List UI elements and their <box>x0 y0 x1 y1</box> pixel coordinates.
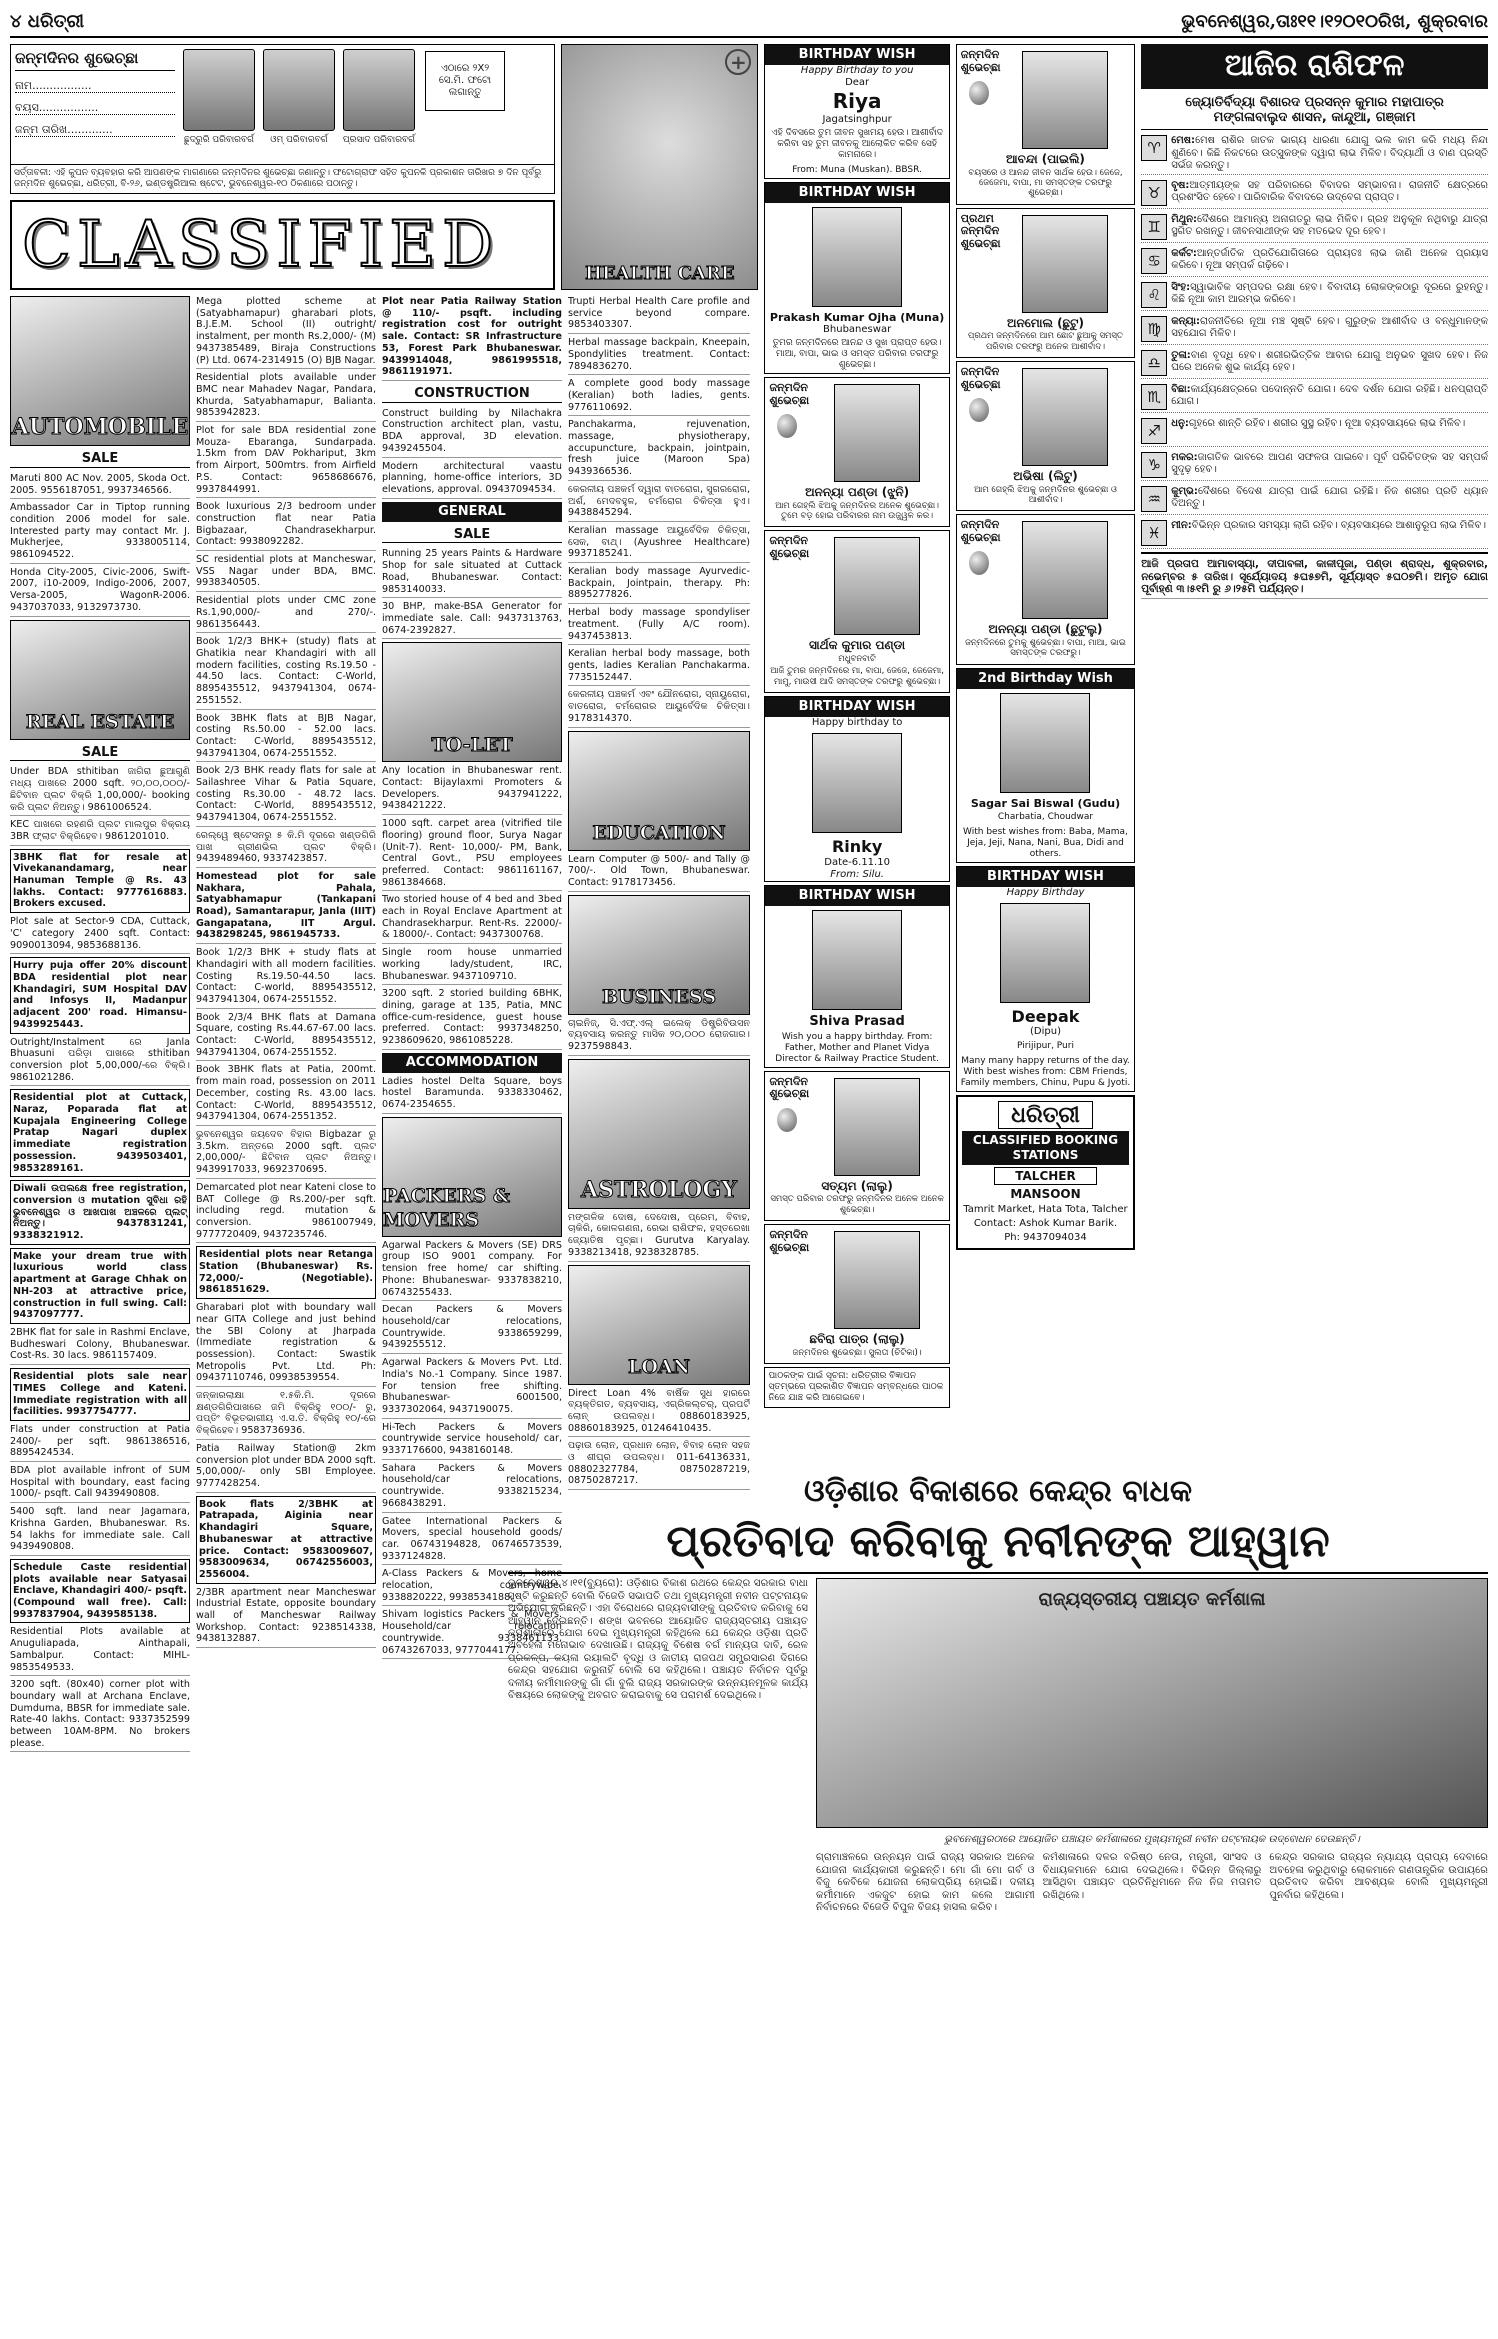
rashi-simha <box>1141 280 1488 311</box>
classified-title: CLASSIFIED <box>10 200 555 290</box>
classified-ad: Honda City-2005, Civic-2006, Swift-2007, i10-2009, Indigo-2006, 2007, Versa-2005, WagonR-2006. 9437037033, 9132973730. <box>10 567 190 617</box>
rashi-text: ଆନ୍ତର୍ଜାତିକ ପ୍ରତିଯୋଗିତାରେ ପ୍ରାୟତଃ ଲାଭ ଜାଣି ଅନେକ ପ୍ରୟାସ କରିବେ। ନୂଆ ସମ୍ପର୍କ ଗଢ଼ିବେ। <box>1171 247 1488 272</box>
classified-ad: 3200 sqft. 2 storied building 6BHK, dining, garage at 135, Patia, MNC office-cum-residence, guest house preferred. Contact: 9937348250, 9238609620, 9861085228. <box>382 988 562 1050</box>
boxed-ad: Book flats 2/3BHK at Patrapada, Aiginia near Khandagiri Square, Bhubaneswar at attractive price. Contact: 9583009607, 9583009634, 06742556003, 2556004. <box>196 1496 376 1584</box>
classified-ad: A complete good body massage (Keralian) both ladies, gents. 9776110692. <box>568 378 750 416</box>
scorpio-icon: ♏ <box>1141 384 1167 410</box>
astrologer-address: ମଙ୍ଗଳାବାଲୁଦ ଶାସନ, କାନ୍ଦୁଆ, ଗଞ୍ଜାମ <box>1213 110 1416 126</box>
classified-ad: ରେଲ୍‌ୱେ ଷ୍ଟେସନରୁ ୫ କି.ମି ଦୂରରେ ଖଣ୍ଡଗିରି ପାଖ ଗ୍ରୀଣଭିଲ ପ୍ଲଟ ବିକ୍ରି। 9439489460, 9337423857. <box>196 830 376 868</box>
birthday-wish-satyam <box>764 1071 949 1221</box>
wish-tag: ଜନ୍ମଦିନ ଶୁଭେଚ୍ଛା <box>769 534 810 561</box>
classified-ad: Residential Plots available at Anuguliapada, Ainthapali, Sambalpur. Contact: MIHL- 9853549533. <box>10 1626 190 1676</box>
classified-ad: ଜନ୍‌କାରଲାକ୍ଷା ୧.୫କି.ମି. ଦୂରରେ କ୍ଷଣ୍ଡଗିରିପାଖରେ ଜମି ବିକ୍ରିହୁ ୧୦୦/- ରୁ, ପପ୍ତିଂ ବିଭୂତଭାଗୀୟ ଏ.ସ.ତି. ବିକ୍ରିହୁ ୧୦/-ରେ ବିକ୍ରିହେବ। 9583736936. <box>196 1390 376 1440</box>
wish-from: From: Muna (Muskan). BBSR. <box>792 164 922 175</box>
classified-ad: 2/3BR apartment near Mancheswar Industrial Estate, opposite boundary wall of Mancheswar Railway Workshop. Contact: 9238514338, 9438132887. <box>196 1587 376 1649</box>
reader-notice: ପାଠକଙ୍କ ପାଇଁ ସୂଚନା: ଧରିତ୍ରୀର ବିଜ୍ଞାପନ ସ୍ତମ୍ଭରେ ପ୍ରକାଶିତ ବିଜ୍ଞାପନ ସମ୍ବନ୍ଧରେ ପାଠକ ନିଜେ ଯାଞ୍ଚ କରି ଆଗେଇବେ। <box>764 1367 949 1408</box>
wish-name: ଅଭିଷା (ଲିଟୁ) <box>1013 469 1078 484</box>
wish-text: ଜନ୍ମଦିନରେ ତୁମକୁ ଶୁଭେଚ୍ଛା। ବାପା, ମାଆ, ଭାଇ ସମସ୍ତଙ୍କ ତରଫରୁ। <box>965 638 1126 659</box>
wish-name: Rinky <box>831 837 883 857</box>
rashi-text: ବିଭିନ୍ନ ପ୍ରକାର ସମସ୍ୟା ଲାଗି ରହିବ। ବ୍ୟବସାୟରେ ଆଶାନୁରୂପ ଲାଭ ମିଳିବ। <box>1191 519 1486 531</box>
wish-text: ଆମ ଗେହ୍ଲି ଝିଅକୁ ଜନ୍ମଦିନର ଅନେକ ଶୁଭେଚ୍ଛା। ତୁମେ ବଡ଼ ହୋଇ ପରିବାରର ନାମ ଉଜ୍ଜ୍ୱଳ କର। <box>775 500 940 522</box>
classified-ad: କେରଳୀୟ ପଞ୍ଚକର୍ମ ଦ୍ୱାରା ବାତରୋଗ, ସୁଗରରୋଗ, ଅର୍ଶ, ମେଦବହୁଳ, ଚର୍ମରୋଗ ଚିକିତ୍ସା ହୁଏ। 9438845294. <box>568 484 750 522</box>
classified-ad: Modern architectural vaastu planning, home-office interiors, 3D elevations, approval. 09437094534. <box>382 461 562 499</box>
aquarius-icon: ♒ <box>1141 486 1167 512</box>
rashi-name: ଧନୁ: <box>1171 417 1189 429</box>
rashi-text: ଜାଗତିକ ଭାବରେ ଆପଣ ସଫଳତା ପାଇବେ। ପୂର୍ବ ପରିଚିତଙ୍କ ସହ ସମ୍ପର୍କ ସୁଦୃଢ଼ ହେବ। <box>1171 451 1488 476</box>
birthday-wish-ananya <box>764 377 949 527</box>
booking-station-box <box>956 1095 1135 1251</box>
classified-ad: Book 1/2/3 BHK + study flats at Khandagiri with all modern facilities. Costing Rs.19.50-44.50 lacs. Contact: C-world, 8895435512, 9437941304, 0674-2551552. <box>196 947 376 1009</box>
rashi-name: ମିଥୁନ: <box>1171 213 1198 225</box>
child-photo <box>343 49 415 131</box>
classified-ad: SC residential plots at Mancheswar, VSS Nagar under BDA, BMC. 9938340505. <box>196 554 376 592</box>
wish-name: ଅନନ୍ୟା ପଣ୍ଡା (ଛୁଟୁଲୁ) <box>988 622 1103 637</box>
taurus-icon: ♉ <box>1141 180 1167 206</box>
boxed-ad: Schedule Caste residential plots available near Satyasai Enclave, Khandagiri 400/- psqft. (Compound wall free). Call: 9937837904, 9439585138. <box>10 1559 190 1624</box>
balloon-icon <box>969 81 989 105</box>
classified-ad: Under BDA sthitiban ଜାଗିରା ଛୁଆଗୁଣି ମଧ୍ୟ ପାଖରେ 2000 sqft. ୨୦,୦୦,୦୦୦/- ଛିଟିବାନ ପ୍ଲଟ ବିକ୍ରି 1,00,000/- booking କରି ପ୍ଲଟ ନିଅନ୍ତୁ। 9861006524. <box>10 766 190 816</box>
birthday-wish-deepak <box>956 866 1135 1092</box>
birthday-coupon <box>10 44 555 194</box>
classified-ad: Shivam logistics Packers & Movers. Household/car relocation countrywide. 9338461133, 06743267033, 9777044177. <box>382 1609 562 1659</box>
news-column-1: ଭୁବନେଶ୍ୱର,୪।୧୧(ବ୍ୟୁରୋ): ଓଡ଼ିଶାର ବିକାଶ ରଥରେ କେନ୍ଦ୍ର ସରକାର ବାଧା ସୃଷ୍ଟି କରୁଛନ୍ତି ବୋଲି ବିଜେଡି ସଭାପତି ତଥା ମୁଖ୍ୟମନ୍ତ୍ରୀ ନବୀନ ପଟ୍ଟନାୟକ ଅଭିଯୋଗ କରିଛନ୍ତି। ଏହା ବିରୋଧରେ ରାଜ୍ୟବାସୀଙ୍କୁ ପ୍ରତିବାଦ କରିବାକୁ ସେ ଆହ୍ୱାନ ଦେଇଛନ୍ତି। ଶଙ୍ଖ ଭବନରେ ଆୟୋଜିତ ରାଜ୍ୟସ୍ତରୀୟ ପଞ୍ଚାୟତ କର୍ମଶାଳାରେ ଯୋଗ ଦେଇ ମୁଖ୍ୟମନ୍ତ୍ରୀ କହିଥିଲେ ଯେ କେନ୍ଦ୍ର ଓଡ଼ିଶା ପ୍ରତି ଅବହେଳା ମନୋଭାବ ଦେଖାଉଛି। ରାଜ୍ୟକୁ ବିଶେଷ ବର୍ଗ ମାନ୍ୟତା ଦାବି, ରେଳ ପ୍ରକଳ୍ପ, କୟଳା ରୟାଲଟି ବୃଦ୍ଧି ଓ ଜାତୀୟ ରାଜପଥ ସମ୍ପ୍ରସାରଣ ଦିଗରେ କେନ୍ଦ୍ର ସହଯୋଗ କରୁନାହିଁ ବୋଲି ସେ କହିଥିଲେ। ପଞ୍ଚାୟତ ନିର୍ବାଚନ ପୂର୍ବରୁ ଦଳୀୟ କର୍ମୀମାନଙ୍କୁ ଗାଁ ଗାଁ ବୁଲି ରାଜ୍ୟ ସରକାରଙ୍କ ଉନ୍ନୟନମୂଳକ କାର୍ଯ୍ୟ ବିଷୟରେ ଲୋକଙ୍କୁ ଅବଗତ କରାଇବାକୁ ସେ ପରାମର୍ଶ ଦେଇଥିଲେ। <box>508 1578 808 1702</box>
coupon-fields <box>11 45 179 164</box>
classified-ad: Agarwal Packers & Movers Pvt. Ltd. India's No.-1 Company. Since 1987. For tension free shifting. Bhubaneswar- 6001500, 9337302064, 9437190075. <box>382 1357 562 1419</box>
wish-heading: BIRTHDAY WISH <box>765 45 948 65</box>
coupon-title: ଜନ୍ମଦିନର ଶୁଭେଚ୍ଛା <box>15 49 175 71</box>
rashi-text: ଆତ୍ମୀୟଙ୍କ ସହ ପରିବାରରେ ବିବାଦର ସମ୍ଭାବନା। ରାଜନୀତି କ୍ଷେତ୍ରରେ ପ୍ରଶଂସିତ ହେବେ। ପାରିବାରିକ ବିବାଦରେ ଉଦ୍‌ବେଗ ପ୍ରାପ୍ତ। <box>1171 179 1488 204</box>
panjika: ଆଜି ପ୍ରତାପ ଆମାବାସ୍ୟା, ଦୀପାବଳୀ, କାଳୀପୂଜା, ପଣ୍ଡା ଶ୍ରାଦ୍ଧ, ଶୁକ୍ରବାର, ନଭେମ୍ବର ୫ ତାରିଖ। ସୂର୍ଯ୍ୟୋଦୟ ୫ଘ୫୭ମି, ସୂର୍ଯ୍ୟାସ୍ତ ୫ଘ୦୭ମି। ଅମୃତ ଯୋଗ ପୂର୍ବାହ୍ଣ ୩।୫୧ମି ରୁ ୬।୨୫ମି ପର୍ଯ୍ୟନ୍ତ। <box>1141 552 1488 599</box>
wish-name: Sagar Sai Biswal (Gudu) <box>970 796 1121 810</box>
heading-sale: SALE <box>10 745 190 762</box>
wish-photo <box>834 384 920 482</box>
classified-ad: Keralian body massage Ayurvedic-Backpain, Jointpain, therapy. Ph: 8895277826. <box>568 566 750 604</box>
wish-dear: Dear <box>845 77 870 89</box>
classified-ad: Agarwal Packers & Movers (SE) DRS group ISO 9001 company. For tension free home/ car shifting. Phone: Bhubaneswar- 9337838210, 06743255433. <box>382 1240 562 1302</box>
balloon-icon <box>969 551 989 575</box>
rashi-mithuna <box>1141 212 1488 243</box>
classified-ad: ଚାଇନିଜ୍‌, ସି.ଏଫ୍‌.ଏଲ୍‌ ଇଲେକ୍‌ ଡିଷ୍ଟ୍ରିବିଉସନ ବ୍ୟବସାୟ କରନ୍ତୁ ମାସିକ ୨୦,୦୦୦ ରୋଜଗାର। 9237598843. <box>568 1018 750 1056</box>
astrology-image: ASTROLOGY <box>568 1059 750 1209</box>
rashi-name: ସିଂହ: <box>1171 281 1191 293</box>
wish-heading: 2nd Birthday Wish <box>957 669 1134 689</box>
classified-ad: Any location in Bhubaneswar rent. Contact: Bijaylaxmi Promoters & Developers. 9437941222, 9438421222. <box>382 765 562 815</box>
booking-phone: Ph: 9437094034 <box>1004 1232 1087 1244</box>
classified-ad: Flats under construction at Patia 2400/- per sqft. 9861386516, 8895424534. <box>10 1424 190 1462</box>
classified-ad: Hi-Tech Packers & Movers countrywide service household/ car, 9337176600, 9438160148. <box>382 1422 562 1460</box>
rashi-text: ଦୈଶରେ ବିଦେଶ ଯାତ୍ରା ପାଇଁ ଯୋଗ ରହିଛି। ନିଜ ଶରୀର ପ୍ରତି ଧ୍ୟାନ ଦିଅନ୍ତୁ। <box>1171 485 1488 510</box>
wish-name: Prakash Kumar Ojha (Muna) <box>769 310 945 324</box>
wish-name: ଅନନ୍ୟା ପଣ୍ଡା (ଝୁନି) <box>805 485 910 500</box>
coupon-field-age[interactable]: ବୟସ................. <box>15 101 175 115</box>
category-label: HEALTH CARE <box>585 263 735 285</box>
coupon-photo-3 <box>339 45 419 164</box>
news-article <box>508 1474 1488 2323</box>
wish-name: ସତ୍ୟମ (ଲାଲୁ) <box>821 1178 893 1193</box>
heading-sale: SALE <box>382 527 562 544</box>
wish-name: ଛବିରା ପାତ୍ର (ଲାଲୁ) <box>809 1332 905 1346</box>
cancer-icon: ♋ <box>1141 248 1167 274</box>
classified-ad: Homestead plot for sale Nakhara, Pahala, Satyabhamapur (Tankapani Road), Samantarapur, Janla (IIIT) Gangapatana, IIT Argul. 9438298245, 9861945733. <box>196 871 376 944</box>
coupon-photo-2 <box>259 45 339 164</box>
classified-ad: 2BHK flat for sale in Rashmi Enclave, Budheswari Colony, Bhubaneswar. Cost-Rs. 30 lacs. 9861157409. <box>10 1327 190 1365</box>
aries-icon: ♈ <box>1141 135 1167 161</box>
balloon-icon <box>777 1108 797 1132</box>
classified-ad: BDA plot available infront of SUM Hospital with boundary, east facing 1000/- psqft. Call 9439490808. <box>10 1465 190 1503</box>
wish-text: Many many happy returns of the day. With best wishes from: CBM Friends, Family members, Chinu, Pupu & Jyoti. <box>960 1055 1131 1088</box>
rashi-dhanu <box>1141 416 1488 447</box>
rashi-mesha <box>1141 133 1488 175</box>
wish-sub: Happy birthday to <box>811 716 903 728</box>
classified-ad: Running 25 years Paints & Hardware Shop for sale situated at Cuttack Road, Bhubaneswar. Contact: 9853140033. <box>382 548 562 598</box>
rashi-name: ବୃଷ: <box>1171 179 1190 191</box>
rashi-makara <box>1141 450 1488 481</box>
boxed-ad: Residential plots near Retanga Station (Bhubaneswar) Rs. 72,000/- (Negotiable). 9861851629. <box>196 1246 376 1299</box>
wish-text: ଆମ ଗେହ୍ଲି ଝିଅକୁ ଜନ୍ମଦିନର ଶୁଭେଚ୍ଛା ଓ ଆଶୀର୍ବାଦ। <box>974 484 1117 506</box>
news-column-3: କର୍ମଶାଳାରେ ଦଳର ବରିଷ୍ଠ ନେତା, ମନ୍ତ୍ରୀ, ସାଂସଦ ଓ ବିଧାୟକମାନେ ଯୋଗ ଦେଇଥିଲେ। ବିଭିନ୍ନ ଜିଲ୍ଲାରୁ ଆସିଥିବା ପଞ୍ଚାୟତ ପ୍ରତିନିଧିମାନେ ନିଜ ନିଜ ମତାମତ ରଖିଥିଲେ। <box>1042 1852 1262 1901</box>
birthday-wish-4 <box>956 514 1135 664</box>
page-header <box>10 8 1488 38</box>
classified-ad: Book luxurious 2/3 bedroom under construction flat near Patia Bigbazaar, Chandrasekharpur. Contact: 9938092282. <box>196 501 376 551</box>
wish-photo <box>1022 51 1108 149</box>
rashi-name: କର୍କଟ: <box>1171 247 1197 259</box>
wish-photo <box>812 910 902 1010</box>
capricorn-icon: ♑ <box>1141 452 1167 478</box>
coupon-photo-1 <box>179 45 259 164</box>
wish-heading: BIRTHDAY WISH <box>957 867 1134 887</box>
wish-name: ଆବନ୍ଦା (ପାଇଲି) <box>1006 152 1085 166</box>
booking-agent: MANSOON <box>1010 1187 1081 1202</box>
rashifal-author <box>1141 92 1488 131</box>
news-right <box>816 1578 1488 2323</box>
classified-ad: Mega plotted scheme at (Satyabhamapur) gharabari plots, B.J.E.M. School (II) outright/ instalment, per month Rs.2,000/- (M) 9437385489, Biraja Constructions (P) Ltd. 0674-2314915 (O) BJB Nagar. <box>196 296 376 369</box>
wish-text: ଏହି ଦିବସରେ ତୁମ ଜୀବନ ସୁଖମୟ ହେଉ। ଆଶୀର୍ବାଦ କରିବା ସହ ତୁମ ଜୀବନକୁ ଆଲୋକିତ କରିବ ସେହି କାମନାରେ। <box>771 127 943 160</box>
rashi-text: ଗୃହରେ ଶାନ୍ତି ରହିବ। ଶରୀର ସୁସ୍ଥ ରହିବ। ନୂଆ ବ୍ୟବସାୟରେ ଲାଭ ମିଳିବ। <box>1188 417 1466 429</box>
birthday-wish-rinky <box>764 696 949 882</box>
coupon-field-name[interactable]: ନାମ................. <box>15 79 175 93</box>
classified-ad: Book 3BHK flats at BJB Nagar, costing Rs.50.00 - 52.00 lacs. Contact: C-World, 8895435512, 9437941304, 0674-2551552. <box>196 713 376 763</box>
child-photo <box>183 49 255 131</box>
photo-label: ଓମ୍ ପରିବାରବର୍ଗ <box>270 135 328 145</box>
classified-ad: Keralian herbal body massage, both gents, ladies Keralian Panchakarma. 7735152447. <box>568 648 750 686</box>
classified-ad: Book 1/2/3 BHK+ (study) flats at Ghatikia near Khandagiri with all modern facilities, costing Rs.19.50 - 44.50 lacs. Contact: C-World, 8895435512, 9437941304, 0674-2551552. <box>196 636 376 709</box>
wish-tag: ଜନ୍ମଦିନ ଶୁଭେଚ୍ଛା <box>960 518 1001 545</box>
wish-tag: ଜନ୍ମଦିନ ଶୁଭେଚ୍ଛା <box>769 381 810 407</box>
classified-ad: Plot for sale BDA residential zone Mouza- Ebaranga, Sundarpada. 1.5km from DAV Pokhariput, 3km from Airport, 500mtrs. from Airfield P.S. Contact: 9658686676, 9937844991. <box>196 425 376 498</box>
birthday-wish-riya <box>764 44 949 179</box>
wish-photo <box>1000 693 1090 793</box>
rashi-text: ଦୈଶରେ ଆମାନ୍ୟ ଅନାଗତରୁ ଲାଭ ମିଳିବ। ଗ୍ରହ ଅନୁକୂଳ ନଥିବାରୁ ଯାତ୍ରା ସ୍ଥଗିତ ରଖନ୍ତୁ। ଜୀବନସାଥୀଙ୍କ ସହ ମତଭେଦ ଦୂର ହେବ। <box>1171 213 1488 238</box>
classified-ad: 3200 sqft. (80x40) corner plot with boundary wall at Archana Enclave, Dumduma, BBSR for immediate sale. Rate-40 lakhs. Contact: 9337352599 between 10AM-8PM. No brokers please. <box>10 1679 190 1752</box>
classified-ad: Trupti Herbal Health Care profile and service beyond compare. 9853403307. <box>568 296 750 334</box>
real-estate-image: REAL ESTATE <box>10 620 190 740</box>
wish-photo <box>834 1231 920 1329</box>
classified-ad: Decan Packers & Movers household/car relocations, Countrywide. 9338659299, 9439255512. <box>382 1304 562 1354</box>
birthday-wish-chhabi <box>764 1224 949 1364</box>
coupon-terms: ସର୍ତ୍ତାବଳୀ: ଏହି କୁପନ ବ୍ୟବହାର କରି ଆପଣଙ୍କ ମାଗଣାରେ ଜନ୍ମଦିନର ଶୁଭେଚ୍ଛା ଜଣାନ୍ତୁ। ଫଟୋଗ୍ରାଫ ସହିତ କୁପନକି ପ୍ରକାଶନ ତାରିଖର ୭ ଦିନ ପୂର୍ବରୁ ଜନ୍ମଦିନ ଶୁଭେଚ୍ଛା, ଧରିତ୍ରୀ, ବି-୨୬, ଇଣ୍ଡଷ୍ଟ୍ରିଆଲ ଷ୍ଟେଟ, ଭୁବନେଶ୍ୱର-୧୦ ଠିକଣାରେ ପଠାନ୍ତୁ। <box>11 164 554 193</box>
wish-name: ସାର୍ଥକ କୁମାର ପଣ୍ଡା <box>809 638 906 653</box>
booking-address: Tamrit Market, Hata Tota, Talcher <box>963 1203 1128 1215</box>
wish-name: Deepak <box>1011 1006 1080 1026</box>
photo-label: ଛୁଦ୍ରୁରି ପରିବାରବର୍ଗ <box>183 135 255 145</box>
classified-ad: Demarcated plot near Kateni close to BAT College @ Rs.200/-per sqft. including regd. mutation & conversion. 9861007949, 9777720409, 9437235746. <box>196 1182 376 1244</box>
classified-ad: Book 2/3/4 BHK flats at Damana Square, costing Rs.44.67-67.00 lacs. Contact: C-World, 8895435512, 9437941304, 0674-2551552. <box>196 1012 376 1062</box>
wish-text: ସମସ୍ତ ପରିବାର ତରଫରୁ ଜନ୍ମଦିନର ଅନେକ ଅନେକ ଶୁଭେଚ୍ଛା। <box>770 1194 944 1215</box>
classified-ad: 1000 sqft. carpet area (vitrified tile flooring) ground floor, Surya Nagar (Unit-7). Rent- 10,000/- PM, Bank, Central Govt., PSU employees preferred. Contact: 9861161167, 9861384668. <box>382 818 562 891</box>
wish-photo <box>1022 521 1108 619</box>
wish-name: ଅନମୋଲ (ଛୁଟୁ) <box>1007 315 1084 330</box>
birthday-wish-shiva <box>764 885 949 1068</box>
classified-ad: Maruti 800 AC Nov. 2005, Skoda Oct. 2005. 9556187051, 9937346566. <box>10 473 190 499</box>
form-and-banner <box>10 44 555 290</box>
wish-place: Bhubaneswar <box>823 323 892 335</box>
classified-ad: Gharabari plot with boundary wall near GITA College and just behind the SBI Colony at Jharpada (Immediate registration & possession). Contact: Swastik Metropolis Pvt. Ltd. Ph: 09437110746, 09938539554. <box>196 1302 376 1387</box>
rashi-text: ରାଜନୀତିରେ ନୂଆ ମଞ୍ଚ ସୃଷ୍ଟି ହେବ। ଗୁରୁଙ୍କ ଆଶୀର୍ବାଦ ଓ ବନ୍ଧୁମାନଙ୍କ ସହଯୋଗ ମିଳିବ। <box>1171 315 1488 340</box>
rashi-name: କୁମ୍ଭ: <box>1171 485 1198 497</box>
classified-ad: Single room house unmarried working lady/student, IRC, Bhubaneswar. 9437109710. <box>382 947 562 985</box>
rashifal-title: ଆଜିର ରାଶିଫଳ <box>1141 44 1488 89</box>
birthday-wish-sarthak <box>764 530 949 693</box>
wish-photo <box>812 733 902 833</box>
wish-tag: ପ୍ରଥମ ଜନ୍ମଦିନ ଶୁଭେଚ୍ଛା <box>960 211 1001 250</box>
wish-name: Riya <box>832 89 882 114</box>
boxed-ad: Residential plots sale near TIMES College and Kateni. Immediate registration with all facilities. 9937754777. <box>10 1368 190 1421</box>
rashi-mina <box>1141 518 1488 549</box>
business-image: BUSINESS <box>568 895 750 1015</box>
classified-ad: କେରଳୀୟ ପଞ୍ଚକର୍ମ ଏବଂ ଯୌନରୋଗ, ସ୍ନାୟୁରୋଗ, ବାତରୋଗ, ଚର୍ମରୋଗର ଆୟୁର୍ବେଦିକ ଚିକିତ୍ସା। 9178314370. <box>568 689 750 727</box>
wish-tag: ଜନ୍ମଦିନ ଶୁଭେଚ୍ଛା <box>960 48 1001 74</box>
wish-tag: ଜନ୍ମଦିନ ଶୁଭେଚ୍ଛା <box>769 1228 810 1254</box>
wish-text: ତୁମର ଜନ୍ମଦିନରେ ଆନନ୍ଦ ଓ ସୁଖ ପ୍ରାପ୍ତ ହେଉ। ମାଆ, ବାପା, ଭାଇ ଓ ସମସ୍ତ ପରିବାର ତରଫରୁ ଶୁଭେଚ୍ଛା। <box>772 338 942 371</box>
packers-movers-image: PACKERS & MOVERS <box>382 1117 562 1237</box>
classified-ad: Herbal massage backpain, Kneepain, Spondylities treatment. Contact: 7894836270. <box>568 337 750 375</box>
classified-ad: ଭୁବନେଶ୍ୱର ଜୟଦେବ ବିହାର Bigbazar ରୁ 3.5km. ଅନ୍ତରେ 2000 sqft. ପ୍ଲଟ 2,00,000/- ଛିଟିବାନ ପ୍ଲଟ ନିଅନ୍ତୁ। 9439917033, 9692370695. <box>196 1129 376 1179</box>
wish-photo <box>834 537 920 635</box>
wish-sub: Happy Birthday to you <box>800 64 914 76</box>
wish-place: Pirijipur, Puri <box>1017 1040 1074 1051</box>
rashi-kumbha <box>1141 484 1488 515</box>
health-care-image <box>561 44 758 290</box>
sagittarius-icon: ♐ <box>1141 418 1167 444</box>
classified-ad: Two storied house of 4 bed and 3bed each in Royal Enclave Apartment at Chandrasekharpur. Rent-Rs. 22000/- & 18000/-. Contact: 9437300768. <box>382 894 562 944</box>
top-row <box>10 44 758 290</box>
automobile-image: AUTOMOBILE <box>10 296 190 446</box>
booking-contact: Contact: Ashok Kumar Barik. <box>973 1218 1118 1230</box>
boxed-ad: Make your dream true with luxurious world class apartment at Garage Chhak on NH-203 at attractive price, construction in full swing. Call: 9437097777. <box>10 1248 190 1324</box>
news-headline: ପ୍ରତିବାଦ କରିବାକୁ ନବୀନଙ୍କ ଆହ୍ୱାନ <box>508 1515 1488 1575</box>
heading-general: GENERAL <box>382 502 562 522</box>
boxed-ad: Diwali ଉପଲକ୍ଷେ free registration, conversion ଓ mutation ସୁବିଧା ରହି ଭୁବନେଶ୍ୱର ଓ ଆଖପାଖ ଅଞ୍ଚଳରେ ପ୍ଲଟ୍ ନିଅନ୍ତୁ। 9437831241, 9338321912. <box>10 1180 190 1245</box>
rashi-text: ବାଣ ବୃଦ୍ଧି ହେବ। ଶରୀରଭିତ୍ତିକ ଆବାର ଯୋଗୁ ଅନୁଭବ ସୁଖଦ ହେବ। ନିଜ ଘରେ ଅନେକ ଶୁଭ କାର୍ଯ୍ୟ ହେବ। <box>1171 349 1488 374</box>
plus-icon: + <box>725 49 751 75</box>
wish-nick: (Dipu) <box>1030 1026 1061 1038</box>
classified-ad: 5400 sqft. land near Jagamara, Krishna Garden, Bhubaneswar. Rs. 54 lakhs for immediate sale. Call 9439490808. <box>10 1506 190 1556</box>
heading-sale: SALE <box>10 451 190 468</box>
balloon-icon <box>777 414 797 438</box>
classified-ad: Learn Computer @ 500/- and Tally @ 700/-. Old Town, Bhubaneswar. Contact: 9178173456. <box>568 854 750 892</box>
column-2 <box>196 296 376 2323</box>
classified-ad: Construct building by Nilachakra Construction architect plan, vastu, BDA approval, 3D elevation. 9439245504. <box>382 408 562 458</box>
classified-ad: A-Class Packers & Movers, home relocation, countrywide. 9338820222, 9938534188. <box>382 1568 562 1606</box>
astrologer-name: ଜ୍ୟୋତିର୍ବିଦ୍ୟା ବିଶାରଦ ପ୍ରସନ୍ନ କୁମାର ମହାପାତ୍ର <box>1185 94 1444 110</box>
health-care-header <box>561 44 758 290</box>
education-image: EDUCATION <box>568 731 750 851</box>
column-1 <box>10 296 190 2323</box>
wish-heading: BIRTHDAY WISH <box>765 697 948 717</box>
rashi-name: ମୀନ: <box>1171 519 1192 531</box>
classified-ad: Gatee International Packers & Movers, special household goods/ car. 06743194828, 06746573539, 9337124828. <box>382 1516 562 1566</box>
boxed-ad: Residential plot at Cuttack, Naraz, Poparada flat at Kupajala Engineering College Pratap Nagari duplex immediate registration possession. 9439503401, 9853289161. <box>10 1089 190 1177</box>
wish-photo <box>834 1078 920 1176</box>
news-kicker: ଓଡ଼ିଶାର ବିକାଶରେ କେନ୍ଦ୍ର ବାଧକ <box>803 1474 1193 1509</box>
rashi-text: ସ୍ୱାଭାବିକ ସମ୍ପଦର ରକ୍ଷା ହେବ। ବିବାଦୀୟ ଲୋକଙ୍କଠାରୁ ଦୂରରେ ରୁହନ୍ତୁ। କିଛି ନୂଆ କାମ ଆରମ୍ଭ କରିବେ। <box>1171 281 1488 306</box>
rashi-name: କନ୍ୟା: <box>1171 315 1200 327</box>
photo-label: ପ୍ରସାଦ ପରିବାରବର୍ଗ <box>342 135 416 145</box>
news-column-4: କେନ୍ଦ୍ର ସରକାର ରାଜ୍ୟର ନ୍ୟାଯ୍ୟ ପ୍ରାପ୍ୟ ଦେବାରେ ଅବହେଳା କରୁଥିବାରୁ ଲୋକମାନେ ଗଣତାନ୍ତ୍ରିକ ଉପାୟରେ ପ୍ରତିବାଦ କରିବା ଆବଶ୍ୟକ ବୋଲି ମୁଖ୍ୟମନ୍ତ୍ରୀ ପୁନର୍ବାର କହିଥିଲେ। <box>1269 1852 1488 1901</box>
classified-ad: Panchakarma, rejuvenation, massage, physiotherapy, accupuncture, backpain, jointpain, fresh juice (Maroon Spa) 9439366536. <box>568 419 750 481</box>
classified-ad: Residential plots available under BMC near Mahadev Nagar, Pandara, Khurda, Satyabhamapur, Balianta. 9853942823. <box>196 372 376 422</box>
loan-image: LOAN <box>568 1265 750 1385</box>
rashi-name: ବିଛା: <box>1171 383 1191 395</box>
virgo-icon: ♍ <box>1141 316 1167 342</box>
wish-date: Date-6.11.10 <box>824 856 890 868</box>
to-let-image: TO-LET <box>382 642 562 762</box>
rashi-name: ମକର: <box>1171 451 1198 463</box>
birthday-wish-sagar <box>956 668 1135 863</box>
news-photo: ରାଜ୍ୟସ୍ତରୀୟ ପଞ୍ଚାୟତ କର୍ମଶାଳା <box>816 1578 1488 1828</box>
coupon-field-dob[interactable]: ଜନ୍ମ ତାରିଖ............. <box>15 123 175 137</box>
rashi-name: ମେଷ: <box>1171 135 1196 147</box>
boxed-ad: 3BHK flat for resale at Vivekanandamarg, near Hanuman Temple @ Rs. 43 lakhs. Contact: 9777616883. Brokers excused. <box>10 849 190 914</box>
wish-photo <box>1022 368 1108 466</box>
dharitri-logo: ଧରିତ୍ରୀ <box>998 1101 1093 1130</box>
news-column-2: ଗ୍ରାମାଞ୍ଚଳରେ ଉନ୍ନୟନ ପାଇଁ ରାଜ୍ୟ ସରକାର ଅନେକ ଯୋଜନା କାର୍ଯ୍ୟକାରୀ କରୁଛନ୍ତି। ମୋ ଗାଁ ମୋ ଗର୍ବ ଓ ବିଜୁ କେବିକେ ଯୋଜନା ଲୋକପ୍ରିୟ ହୋଇଛି। ଦଳୀୟ କର୍ମୀମାନେ ଏକଜୁଟ ହୋଇ କାମ କଲେ ଆଗାମୀ ନିର୍ବାଚନରେ ବିଜେଡି ବିପୁଳ ବିଜୟ ହାସଲ କରିବ। <box>816 1852 1035 1914</box>
rashi-brusha <box>1141 178 1488 209</box>
heading-construction: CONSTRUCTION <box>382 386 562 403</box>
boxed-ad: Hurry puja offer 20% discount BDA residential plot near Khandagiri, SUM Hospital DAV and Infosys II, Madanpur adjacent 200' road. Himansu-9439925443. <box>10 957 190 1033</box>
birthday-wish-3 <box>956 361 1135 511</box>
booking-place: TALCHER <box>994 1167 1096 1186</box>
wish-tag: ଜନ୍ମଦିନ ଶୁଭେଚ୍ଛା <box>769 1074 810 1101</box>
page-number: ୪ ଧରିତ୍ରୀ <box>10 11 85 33</box>
wish-heading: BIRTHDAY WISH <box>765 183 948 203</box>
classified-ad: Patia Railway Station@ 2km conversion plot under BDA 2000 sqft. 5,00,000/- only SBI Employee. 9777428254. <box>196 1443 376 1493</box>
classified-ad: Residential plots under CMC zone Rs.1,90,000/- and 270/-. 9861356443. <box>196 595 376 633</box>
wish-from: From: Silu. <box>830 868 884 880</box>
classified-ad: ପଢ଼ାଉ ଲୋନ, ପ୍ରଧାନ ଲୋନ, ବିବାହ ଲୋନ ସହଜ ଓ ଶୀଘ୍ର ଉପଲବ୍ଧ। 011-64136331, 08802327784, 08750287219, 08750287217. <box>568 1440 750 1490</box>
classified-ad: Sahara Packers & Movers household/car relocations, countrywide. 9338215234, 9668438291. <box>382 1463 562 1513</box>
wish-sub: Happy Birthday <box>1006 886 1085 898</box>
rashi-name: ତୁଳା: <box>1171 349 1191 361</box>
leo-icon: ♌ <box>1141 282 1167 308</box>
classified-ad: ମଙ୍ଗଳିକ ଦୋଷ, ଦେଦୋଷ, ପ୍ରେମ, ବିବାହ, ଚାକିରି, କୋଳଗଣନା, ରେଭା ରାଶିଫଳ, ହସ୍ତରେଖା ଜ୍ୟୋତିଷ ପୃଚ୍ଛା। Gurutva Karyalay. 9338213418, 9238328785. <box>568 1212 750 1262</box>
pisces-icon: ♓ <box>1141 520 1167 546</box>
classified-ad: Ambassador Car in Tiptop running condition 2006 model for sale. Interested party may contact Mr. J. Mukherjee, 9338005114, 9861094522. <box>10 502 190 564</box>
dateline: ଭୁବନେଶ୍ୱର,ତାଃ୧୧।୧୨୦୧୦ରିଖ, ଶୁକ୍ରବାର <box>1181 11 1488 33</box>
wish-text: ବୟସରେ ଓ ଆନନ୍ଦ ଜୀବନ ସାର୍ଥକ ହେଉ। ଜେଜେ, ଜେଜେମା, ବାପା, ମା ସମସ୍ତଙ୍କ ତରଫରୁ ଶୁଭେଚ୍ଛା। <box>968 167 1123 199</box>
classified-ad: Book 2/3 BHK ready flats for sale at Sailashree Vihar & Patia Square, costing Rs.30.00 - 48.72 lacs. Contact: C-World, 8895435512, 9437941304, 0674-2551552. <box>196 765 376 827</box>
classified-ad: Plot sale at Sector-9 CDA, Cuttack, 'C' category 2400 sqft. Contact: 9090013094, 9853688136. <box>10 916 190 954</box>
wish-text: ଆଜି ତୁମର ଜନ୍ମଦିନରେ ମା, ବାପା, ଜେଜେ, ଜେଜେମା, ମାମୁ, ମାଉସୀ ଆଦି ସମସ୍ତଙ୍କ ତରଫରୁ ଶୁଭେଚ୍ଛା। <box>770 666 944 687</box>
news-subcolumns <box>816 1852 1488 2323</box>
column-rashifal <box>1141 44 1488 1462</box>
wish-place: ମଧୁବନବାଟି <box>838 654 876 665</box>
wish-photo <box>812 207 902 307</box>
rashi-tula <box>1141 348 1488 379</box>
wish-place: Charbatia, Choudwar <box>997 812 1094 822</box>
classified-ad: Herbal body massage spondyliser treatment. (Fully A/C room). 9437453813. <box>568 607 750 645</box>
wish-heading: BIRTHDAY WISH <box>765 886 948 906</box>
wish-photo <box>1000 903 1090 1003</box>
wish-text: ପ୍ରଥମ ଜନ୍ମଦିନରେ ଆମ ଛୋଟ ଛୁଆକୁ ସମସ୍ତ ପରିବାର ତରଫରୁ ଅନେକ ଆଶୀର୍ବାଦ। <box>967 331 1123 352</box>
boxed-ad: Plot near Patia Railway Station @ 110/- psqft. including registration cost for outright sale. Contact: SR Infrastructure 53, Forest Park Bhubaneswar. 9439914048, 9861995518, 9861191971. <box>382 296 562 381</box>
libra-icon: ♎ <box>1141 350 1167 376</box>
classified-ad: Book 3BHK flats at Patia, 200mt. from main road, possession on 2011 December, costing Rs. 43.00 lacs. Contact: C-World, 8895435512, 9437941304, 0674-2551352. <box>196 1064 376 1126</box>
booking-title: CLASSIFIED BOOKING STATIONS <box>962 1131 1129 1164</box>
wish-place: Jagatsinghpur <box>822 113 892 125</box>
gemini-icon: ♊ <box>1141 214 1167 240</box>
child-photo <box>263 49 335 131</box>
balloon-icon <box>969 398 989 422</box>
classified-ad: Ladies hostel Delta Square, boys hostel Baramunda. 9338330462, 0674-2354655. <box>382 1076 562 1114</box>
wish-tag: ଜନ୍ମଦିନ ଶୁଭେଚ୍ଛା <box>960 365 1001 391</box>
birthday-wish-prakash <box>764 182 949 374</box>
classified-ad: 30 BHP, make-BSA Generator for immediate sale. Call: 9437313763, 0674-2392827. <box>382 601 562 639</box>
birthday-wish-1 <box>956 44 1135 205</box>
classified-ad: KEC ପାଖରେ ରହଣରି ପ୍ଲଟ ମାଲପୁର ବିକ୍ରୟ 3BR ଫ୍ଲାଟ ବିକ୍ରିହେବ। 9861201010. <box>10 819 190 845</box>
rashi-karkata <box>1141 246 1488 277</box>
wish-text: With best wishes from: Baba, Mama, Jeja, Jeji, Nana, Nani, Bua, Didi and others. <box>963 826 1128 859</box>
photo-paste-box[interactable]: ଏଠାରେ ୨X୨ ସେ.ମି. ଫଟୋ ଲଗାନ୍ତୁ <box>425 51 505 111</box>
wish-name: Shiva Prasad <box>809 1013 905 1029</box>
wish-text: ଜନ୍ମଦିନର ଶୁଭେଚ୍ଛା। ସୁଲତା (ଚିଟିକା)। <box>792 1347 922 1358</box>
rashi-kanya <box>1141 314 1488 345</box>
classified-ad: Keralian massage ଆୟୁର୍ବେଦିକ ଚିକିତ୍ସା, ସେକ, ବାଥ୍‌। (Ayushree Healthcare) 9937185241. <box>568 525 750 563</box>
rashi-bichha <box>1141 382 1488 413</box>
rashi-text: କାର୍ଯ୍ୟକ୍ଷେତ୍ରରେ ପଦୋନ୍ନତି ଯୋଗ। ଦେବ ଦର୍ଶନ ଯୋଗ ରହିଛି। ଧନପ୍ରାପ୍ତି ଯୋଗ। <box>1171 383 1488 408</box>
news-body <box>508 1578 1488 2323</box>
rashi-text: ମେଷ ରାଶିର ଜାତକ ଭାଗ୍ୟ ଧାରଣା ଯୋଗୁ ଭଲ କାମ କରି ମଧ୍ୟ ନିନ୍ଦା ଶୁଣିବେ। କିଛି ନିକଟରେ ଉତ୍ସୁକଙ୍କ ଦ୍ୱାରା ଲାଭ ମିଳିବ। ବିଦ୍ୟାର୍ଥୀ ଓ ବାଣ ପ୍ରସ୍ତି ସର୍ଭଜ କରନ୍ତୁ। <box>1171 135 1488 171</box>
classified-ad: Outright/Instalment ରେ Janla Bhuasuni ପରିଡ଼ା ପାଖରେ sthitiban conversion plot 5,00,000/-ରେ ବିକ୍ରି। 9861021286. <box>10 1037 190 1087</box>
classified-ad: Direct Loan 4% ବାର୍ଷିକ ସୁଧ ହାରରେ ବ୍ୟକ୍ତିଗତ, ବ୍ୟବସାୟ, ଏଗ୍ରିକଲ୍ଚର୍‌, ପ୍ରପର୍ଟି ଲୋନ୍‌ ଉପଲବ୍ଧ। 08860183925, 08860183925, 01246410435. <box>568 1388 750 1438</box>
wish-photo <box>1022 215 1108 313</box>
news-caption: ଭୁବନେଶ୍ୱରଠାରେ ଆୟୋଜିତ ପଞ୍ଚାୟତ କର୍ମଶାଳାରେ ମୁଖ୍ୟମନ୍ତ୍ରୀ ନବୀନ ପଟ୍ଟନାୟକ ଉଦ୍‌ବୋଧନ ଦେଉଛନ୍ତି। <box>944 1834 1360 1846</box>
birthday-wish-2 <box>956 208 1135 358</box>
heading-accommodation: ACCOMMODATION <box>382 1053 562 1073</box>
wish-text: Wish you a happy birthday. From: Father, Mother and Planet Vidya Director & Railway Practice Student. <box>775 1031 939 1064</box>
